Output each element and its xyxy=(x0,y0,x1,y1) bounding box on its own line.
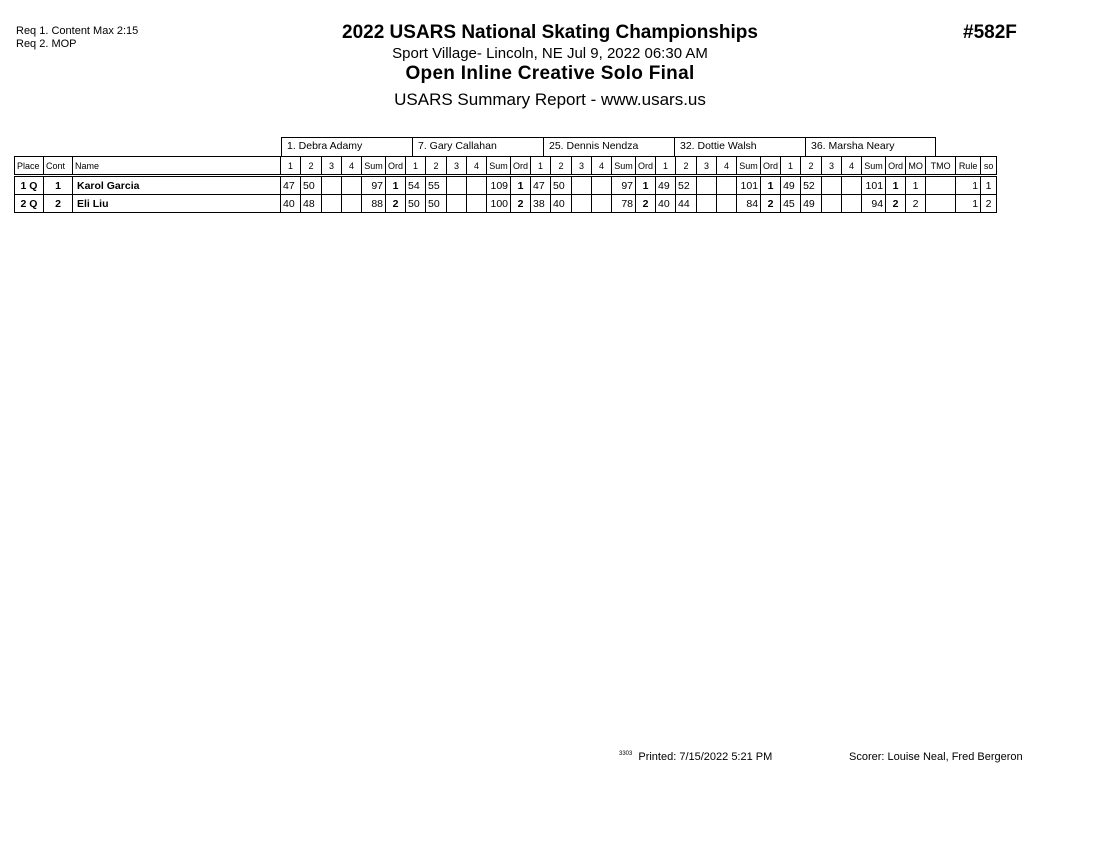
mark-header: 4 xyxy=(842,157,862,176)
sum-cell: 101 xyxy=(862,176,886,195)
mark-header: 1 xyxy=(531,157,551,176)
sum-header: Sum xyxy=(487,157,511,176)
mark-cell xyxy=(572,195,592,213)
report-code: 3303 xyxy=(619,751,633,758)
sum-cell: 97 xyxy=(362,176,386,195)
skater-name: Karol Garcia xyxy=(73,176,281,195)
judge-header-row xyxy=(281,137,936,155)
mark-cell: 52 xyxy=(676,176,697,195)
ord-cell: 2 xyxy=(386,195,406,213)
sum-header: Sum xyxy=(612,157,636,176)
mark-cell xyxy=(697,195,717,213)
mark-header: 4 xyxy=(592,157,612,176)
ord-cell: 1 xyxy=(761,176,781,195)
place-cell: 1 Q xyxy=(15,176,44,195)
mark-cell: 47 xyxy=(531,176,551,195)
rule-header: Rule xyxy=(956,157,981,176)
ord-cell: 2 xyxy=(511,195,531,213)
mark-cell: 50 xyxy=(551,176,572,195)
event-title: Open Inline Creative Solo Final xyxy=(405,63,695,84)
skater-name: Eli Liu xyxy=(73,195,281,213)
ord-cell: 1 xyxy=(886,176,906,195)
mark-header: 4 xyxy=(467,157,487,176)
table-row xyxy=(15,195,997,213)
sum-cell: 100 xyxy=(487,195,511,213)
mark-header: 3 xyxy=(572,157,592,176)
mark-header: 2 xyxy=(301,157,322,176)
mark-cell: 38 xyxy=(531,195,551,213)
place-header: Place xyxy=(15,157,44,176)
mark-header: 2 xyxy=(426,157,447,176)
mo-cell: 2 xyxy=(906,195,926,213)
report-title: USARS Summary Report - www.usars.us xyxy=(394,90,706,109)
mark-header: 3 xyxy=(697,157,717,176)
mark-cell: 54 xyxy=(406,176,426,195)
judge-name: 36. Marsha Neary xyxy=(805,137,936,156)
mark-cell xyxy=(697,176,717,195)
mark-cell: 52 xyxy=(801,176,822,195)
mark-cell xyxy=(717,195,737,213)
ord-header: Ord xyxy=(636,157,656,176)
ord-cell: 1 xyxy=(636,176,656,195)
mark-cell: 44 xyxy=(676,195,697,213)
mark-cell: 49 xyxy=(801,195,822,213)
mark-cell xyxy=(592,176,612,195)
tmo-cell xyxy=(926,176,956,195)
sum-cell: 78 xyxy=(612,195,636,213)
sum-cell: 97 xyxy=(612,176,636,195)
event-code: #582F xyxy=(963,22,1017,43)
mark-cell xyxy=(467,176,487,195)
mark-header: 4 xyxy=(717,157,737,176)
ord-cell: 1 xyxy=(386,176,406,195)
judge-name: 7. Gary Callahan xyxy=(412,137,543,156)
mark-cell: 47 xyxy=(281,176,301,195)
mo-header: MO xyxy=(906,157,926,176)
mark-header: 3 xyxy=(822,157,842,176)
sum-header: Sum xyxy=(362,157,386,176)
mark-header: 2 xyxy=(676,157,697,176)
rule-cell: 1 xyxy=(956,176,981,195)
mark-cell: 50 xyxy=(301,176,322,195)
so-cell: 2 xyxy=(981,195,997,213)
mark-header: 4 xyxy=(342,157,362,176)
cont-header: Cont xyxy=(44,157,73,176)
mark-cell: 50 xyxy=(426,195,447,213)
mark-cell: 49 xyxy=(656,176,676,195)
column-header-row xyxy=(15,157,997,176)
mark-cell xyxy=(322,195,342,213)
mark-cell: 48 xyxy=(301,195,322,213)
rule-cell: 1 xyxy=(956,195,981,213)
tmo-header: TMO xyxy=(926,157,956,176)
printed-date: Printed: 7/15/2022 5:21 PM xyxy=(638,751,773,763)
so-header: so xyxy=(981,157,997,176)
mark-cell xyxy=(592,195,612,213)
mark-header: 3 xyxy=(447,157,467,176)
mark-cell xyxy=(822,176,842,195)
mark-cell xyxy=(342,176,362,195)
mark-cell xyxy=(342,195,362,213)
requirement-2: Req 2. MOP xyxy=(16,38,77,50)
mark-cell xyxy=(322,176,342,195)
mark-header: 1 xyxy=(406,157,426,176)
ord-cell: 1 xyxy=(511,176,531,195)
mark-cell xyxy=(842,176,862,195)
venue-line: Sport Village- Lincoln, NE Jul 9, 2022 06:30 AM xyxy=(392,45,708,62)
mark-cell xyxy=(467,195,487,213)
sum-header: Sum xyxy=(862,157,886,176)
mark-header: 1 xyxy=(781,157,801,176)
ord-cell: 2 xyxy=(886,195,906,213)
judge-name: 1. Debra Adamy xyxy=(281,137,412,156)
tmo-cell xyxy=(926,195,956,213)
mark-cell xyxy=(447,195,467,213)
name-header: Name xyxy=(73,157,281,176)
competition-title: 2022 USARS National Skating Championships xyxy=(342,22,758,43)
sum-cell: 88 xyxy=(362,195,386,213)
mark-cell: 40 xyxy=(656,195,676,213)
mark-cell: 55 xyxy=(426,176,447,195)
ord-cell: 2 xyxy=(761,195,781,213)
mark-cell xyxy=(717,176,737,195)
mark-cell: 45 xyxy=(781,195,801,213)
judge-name: 25. Dennis Nendza xyxy=(543,137,674,156)
mark-cell: 49 xyxy=(781,176,801,195)
mark-cell xyxy=(822,195,842,213)
mark-cell xyxy=(842,195,862,213)
ord-header: Ord xyxy=(886,157,906,176)
so-cell: 1 xyxy=(981,176,997,195)
sum-cell: 94 xyxy=(862,195,886,213)
mark-cell xyxy=(572,176,592,195)
mark-cell: 50 xyxy=(406,195,426,213)
table-row xyxy=(15,176,997,195)
results-table xyxy=(14,156,997,213)
place-cell: 2 Q xyxy=(15,195,44,213)
cont-cell: 1 xyxy=(44,176,73,195)
sum-cell: 101 xyxy=(737,176,761,195)
mark-header: 2 xyxy=(801,157,822,176)
mark-cell: 40 xyxy=(281,195,301,213)
sum-cell: 109 xyxy=(487,176,511,195)
printed-line xyxy=(619,751,772,763)
mark-cell xyxy=(447,176,467,195)
ord-cell: 2 xyxy=(636,195,656,213)
cont-cell: 2 xyxy=(44,195,73,213)
sum-cell: 84 xyxy=(737,195,761,213)
mark-header: 2 xyxy=(551,157,572,176)
sum-header: Sum xyxy=(737,157,761,176)
requirement-1: Req 1. Content Max 2:15 xyxy=(16,25,139,37)
mark-header: 1 xyxy=(281,157,301,176)
ord-header: Ord xyxy=(761,157,781,176)
ord-header: Ord xyxy=(386,157,406,176)
ord-header: Ord xyxy=(511,157,531,176)
mark-header: 1 xyxy=(656,157,676,176)
mo-cell: 1 xyxy=(906,176,926,195)
scorer-line: Scorer: Louise Neal, Fred Bergeron xyxy=(849,751,1023,763)
mark-cell: 40 xyxy=(551,195,572,213)
judge-name: 32. Dottie Walsh xyxy=(674,137,805,156)
mark-header: 3 xyxy=(322,157,342,176)
